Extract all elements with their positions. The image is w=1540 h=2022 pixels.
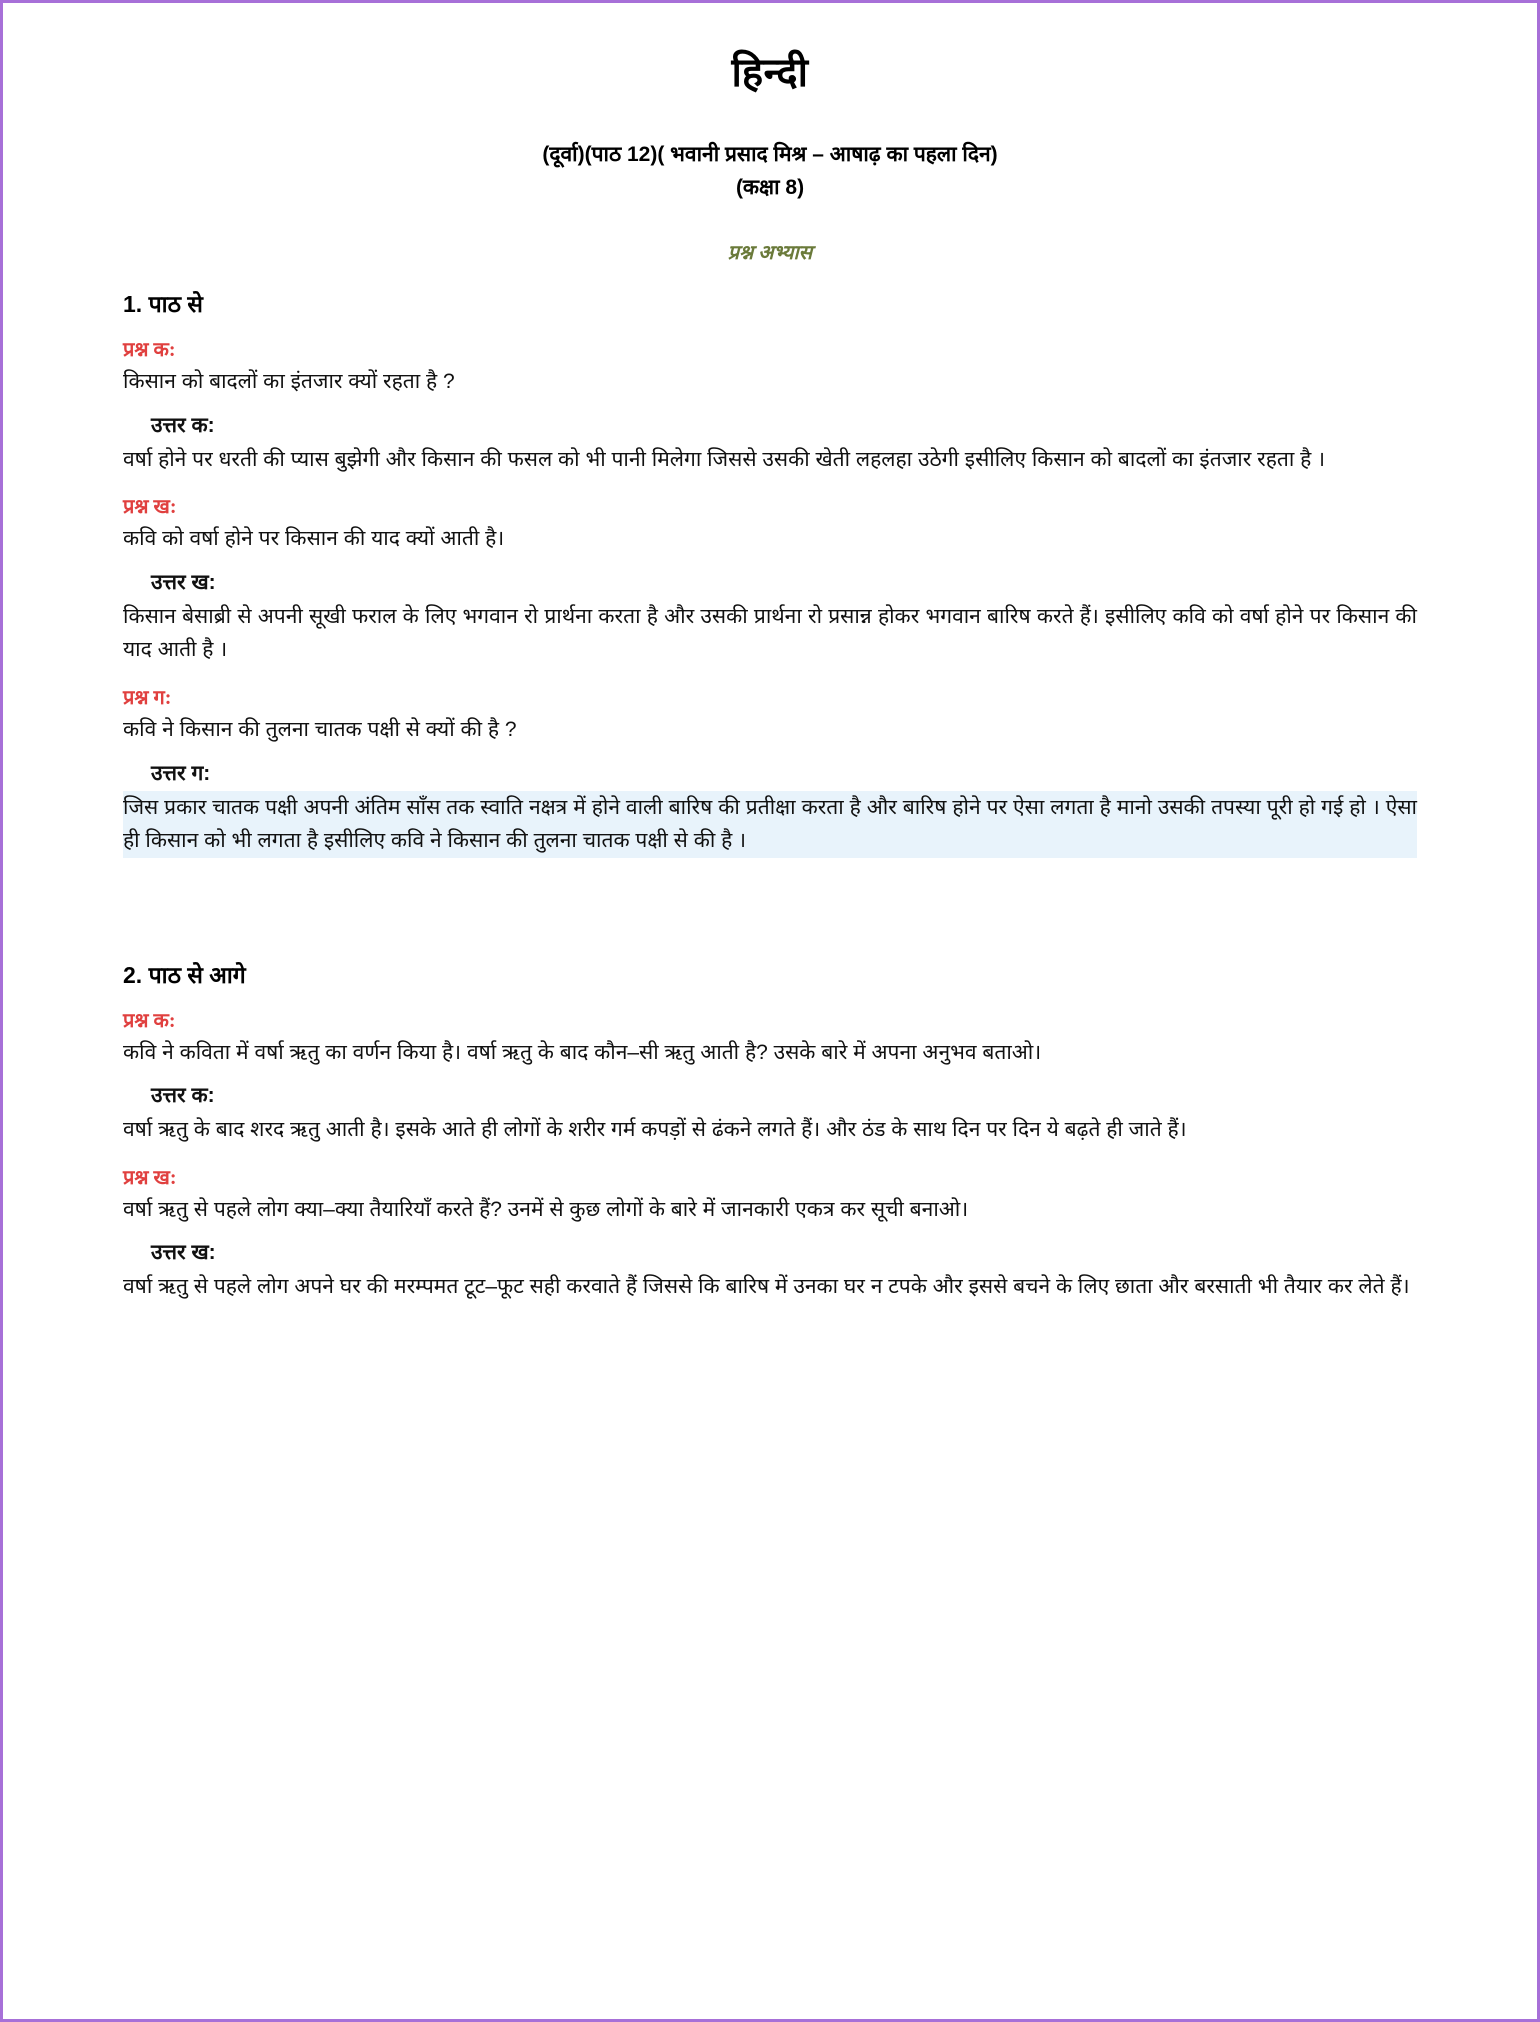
practice-heading: प्रश्न अभ्यास xyxy=(727,242,813,265)
document-body xyxy=(3,3,1537,1304)
answer-label: उत्तर ग: xyxy=(151,761,211,785)
answer-text: वर्षा ऋतु के बाद शरद ऋतु आती है। इसके आते ही लोगों के शरीर गर्म कपड़ों से ढंकने लगते हैं। और ठंड के साथ दिन पर दिन ये बढ़ते ही जाते हैं। xyxy=(123,1118,1187,1142)
subtitle-line-2: (कक्षा 8) xyxy=(735,175,805,199)
answer-label: उत्तर ख: xyxy=(151,1241,216,1265)
section-title: 1. पाठ से xyxy=(123,291,203,318)
answer-text: वर्षा होने पर धरती की प्यास बुझेगी और किसान की फसल को भी पानी मिलेगा जिससे उसकी खेती लहलहा उठेगी इसीलिए किसान को बादलों का इंतजार रहता है । xyxy=(123,447,1326,471)
qa-item xyxy=(123,335,1417,476)
qa-item xyxy=(123,492,1417,667)
question-label: प्रश्न क: xyxy=(123,1009,176,1032)
answer-text: जिस प्रकार चातक पक्षी अपनी अंतिम सॉंस तक स्वाति नक्षत्र में होने वाली बारिष की प्रतीक्षा करता है और बारिष होने पर ऐसा लगता है मानो उसकी तपस्या पूरी हो गई हो । ऐसा ही किसान को भी लगता है इसीलिए कवि ने किसान की तुलना चातक पक्षी से की है । xyxy=(123,791,1417,858)
section-title: 2. पाठ से आगे xyxy=(123,961,246,988)
question-text: वर्षा ऋतु से पहले लोग क्या–क्या तैयारियाँ करते हैं? उनमें से कुछ लोगों के बारे में जानकारी एकत्र कर सूची बनाओ। xyxy=(123,1197,969,1221)
answer-label: उत्तर क: xyxy=(151,1084,215,1108)
question-label: प्रश्न क: xyxy=(123,339,176,362)
answer-label: उत्तर ख: xyxy=(151,570,216,594)
question-label: प्रश्न ख: xyxy=(123,496,177,519)
section-2 xyxy=(123,958,1417,1304)
question-text: कवि ने किसान की तुलना चातक पक्षी से क्यों की है ? xyxy=(123,717,517,741)
question-text: कवि को वर्षा होने पर किसान की याद क्यों आती है। xyxy=(123,527,505,551)
answer-text: किसान बेसाब्री से अपनी सूखी फराल के लिए भगवान रो प्रार्थना करता है और उसकी प्रार्थना रो प्रसान्न होकर भगवान बारिष करते हैं। इसीलिए कवि को वर्षा होने पर किसान की याद आती है । xyxy=(123,604,1417,662)
question-text: कवि ने कविता में वर्षा ऋतु का वर्णन किया है। वर्षा ऋतु के बाद कौन–सी ऋतु आती है? उसके बारे में अपना अनुभव बताओ। xyxy=(123,1040,1042,1064)
subtitle-line-1: (दूर्वा)(पाठ 12)( भवानी प्रसाद मिश्र – आषाढ़ का पहला दिन) xyxy=(542,143,998,166)
qa-item xyxy=(123,1006,1417,1147)
qa-item xyxy=(123,1163,1417,1304)
question-label: प्रश्न ग: xyxy=(123,686,172,709)
question-text: किसान को बादलों का इंतजार क्यों रहता है ? xyxy=(123,370,455,394)
section-spacer xyxy=(123,872,1417,936)
qa-item xyxy=(123,683,1417,858)
page-title: हिन्दी xyxy=(731,51,809,95)
document-subtitle xyxy=(123,139,1417,204)
section-1 xyxy=(123,287,1417,858)
question-label: प्रश्न ख: xyxy=(123,1166,177,1189)
answer-text: वर्षा ऋतु से पहले लोग अपने घर की मरम्पमत टूट–फूट सही करवाते हैं जिससे कि बारिष में उनका घर न टपके और इससे बचने के लिए छाता और बरसाती भी तैयार कर लेते हैं। xyxy=(123,1275,1410,1299)
answer-label: उत्तर क: xyxy=(151,413,215,437)
